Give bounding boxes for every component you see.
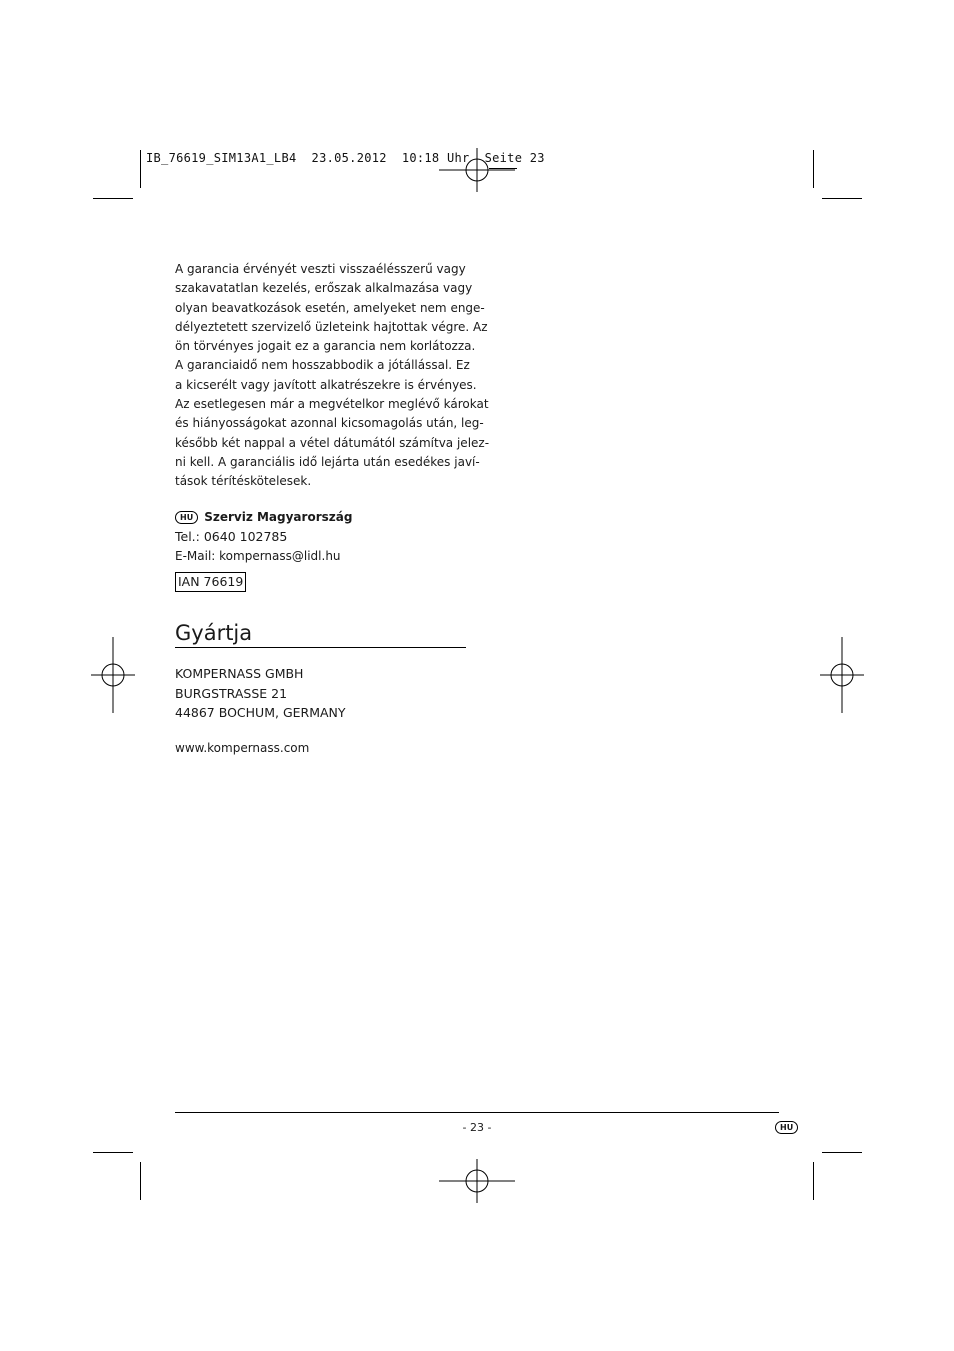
warranty-line: ni kell. A garanciális idő lejárta után esedékes javí- xyxy=(175,454,480,469)
slug-underline xyxy=(489,168,517,169)
warranty-paragraph xyxy=(175,260,490,492)
service-phone: Tel.: 0640 102785 xyxy=(175,529,288,544)
crop-mark-bottom-right-h xyxy=(822,1152,862,1153)
manufacturer-address xyxy=(175,664,346,723)
warranty-line: Az esetlegesen már a megvételkor meglévő károkat xyxy=(175,397,489,412)
service-heading xyxy=(175,510,352,524)
crop-mark-bottom-left-h xyxy=(93,1152,133,1153)
warranty-line: ön törvényes jogait ez a garancia nem korlátozza. xyxy=(175,339,476,354)
warranty-line: A garanciaidő nem hosszabbodik a jótállással. Ez xyxy=(175,358,470,373)
address-line: KOMPERNASS GMBH xyxy=(175,666,304,681)
registration-mark-left xyxy=(75,637,151,713)
warranty-line: és hiányosságokat azonnal kicsomagolás után, leg- xyxy=(175,416,484,431)
warranty-line: tások térítéskötelesek. xyxy=(175,474,312,489)
address-line: BURGSTRASSE 21 xyxy=(175,685,288,701)
footer-rule xyxy=(175,1112,779,1113)
warranty-line: olyan beavatkozások esetén, amelyeket nem enge- xyxy=(175,300,485,315)
crop-mark-top-left-h xyxy=(93,198,133,199)
address-line: 44867 BOCHUM, GERMANY xyxy=(175,705,346,720)
service-title: Szerviz Magyarország xyxy=(204,510,353,524)
registration-mark-top xyxy=(439,132,515,208)
crop-mark-top-right-h xyxy=(822,198,862,199)
crop-mark-bottom-left-v xyxy=(140,1162,141,1200)
warranty-line: a kicserélt vagy javított alkatrészekre is érvényes. xyxy=(175,377,477,392)
registration-mark-bottom xyxy=(439,1143,515,1219)
footer-country-badge: HU xyxy=(775,1121,798,1134)
warranty-line: később két nappal a vétel dátumától számítva jelez- xyxy=(175,435,490,450)
warranty-line: A garancia érvényét veszti visszaélésszerű vagy xyxy=(175,262,466,276)
warranty-line: szakavatatlan kezelés, erőszak alkalmazása vagy xyxy=(175,281,473,296)
ian-box: IAN 76619 xyxy=(175,572,246,592)
crop-mark-bottom-right-v xyxy=(813,1162,814,1200)
manufacturer-website: www.kompernass.com xyxy=(175,741,310,755)
service-email: E-Mail: kompernass@lidl.hu xyxy=(175,549,341,563)
manufacturer-heading: Gyártja xyxy=(175,621,253,645)
registration-mark-right xyxy=(804,637,880,713)
print-slug-line: IB_76619_SIM13A1_LB4 23.05.2012 10:18 Uhr Seite 23 xyxy=(146,151,545,165)
warranty-line: délyeztetett szervizelő üzleteink hajtottak végre. Az xyxy=(175,319,488,334)
page-number: - 23 - xyxy=(462,1121,492,1134)
crop-mark-top-left-v xyxy=(140,150,141,188)
crop-mark-top-right-v xyxy=(813,150,814,188)
heading-rule xyxy=(175,647,466,648)
country-badge: HU xyxy=(175,511,198,524)
